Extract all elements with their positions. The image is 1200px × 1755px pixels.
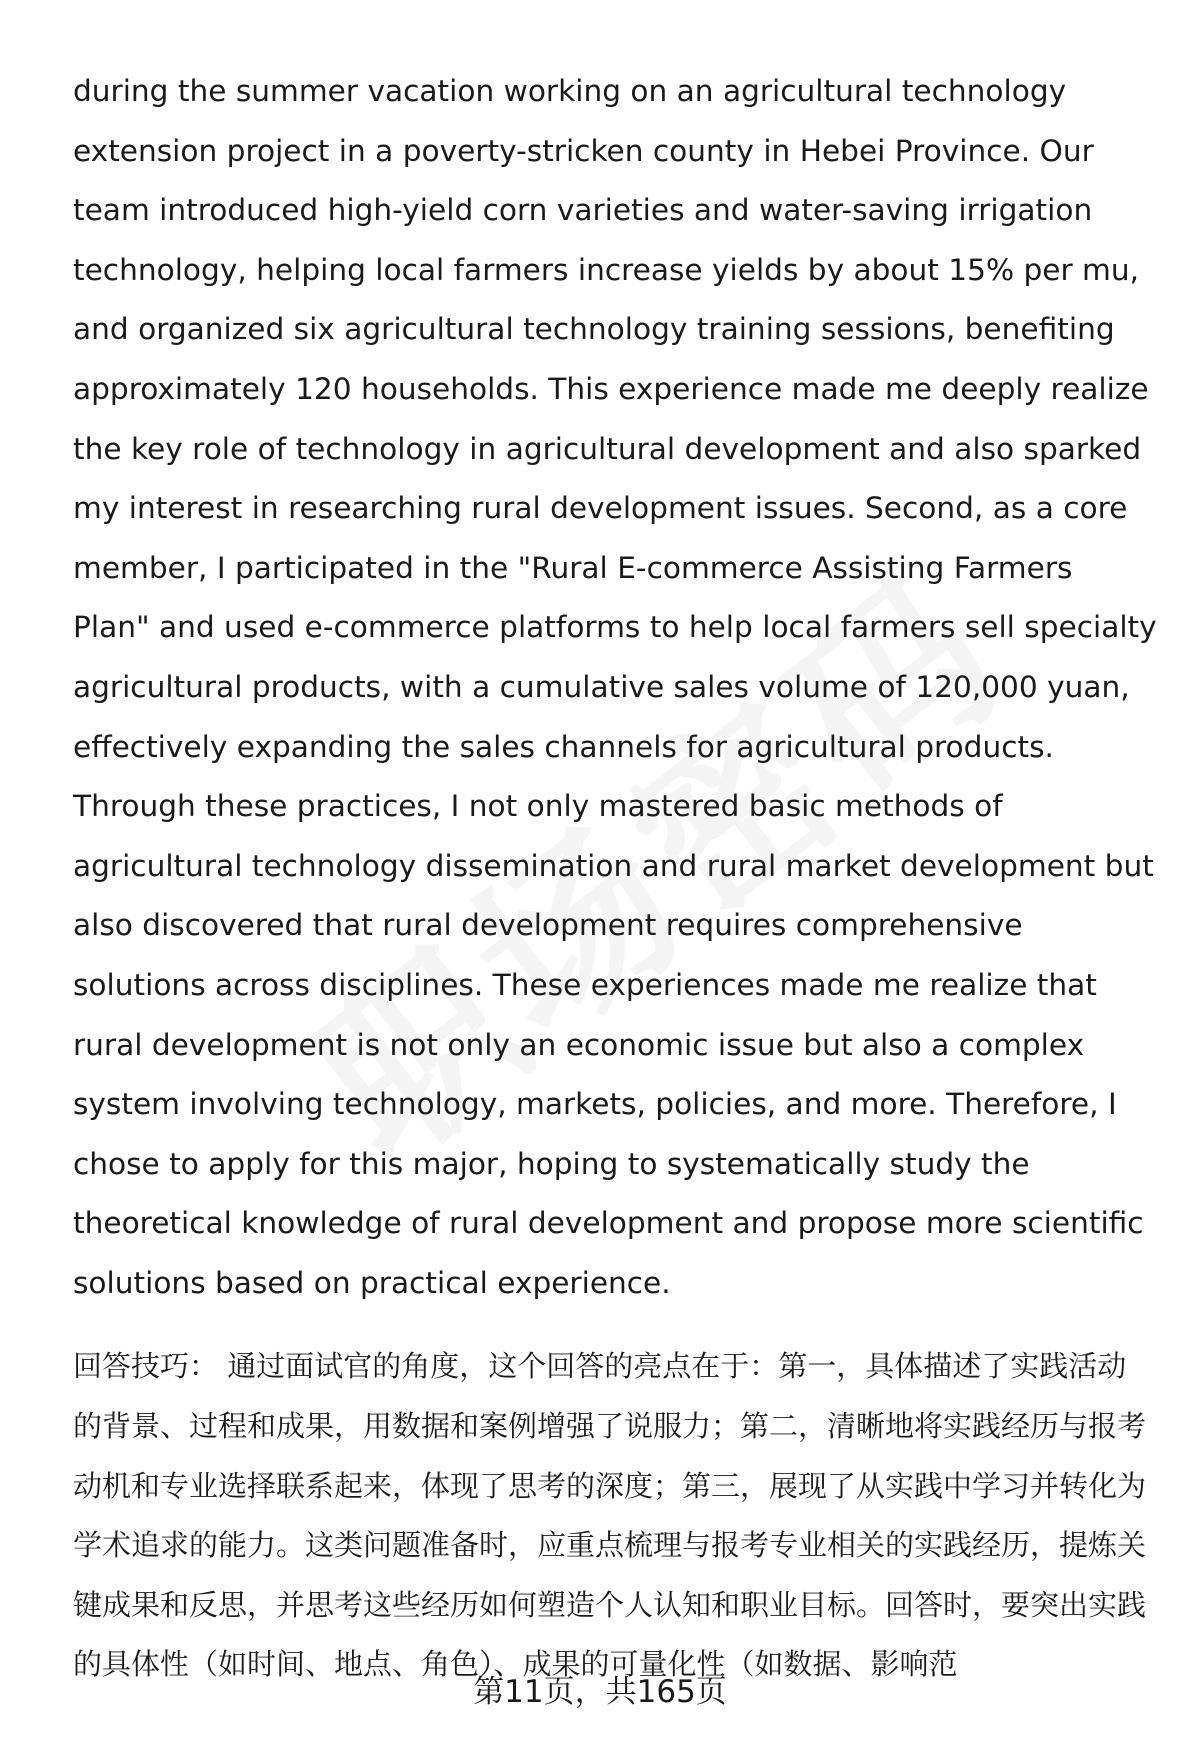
document-body [73, 62, 1158, 1695]
answer-tip-paragraph: 回答技巧： 通过面试官的角度，这个回答的亮点在于：第一，具体描述了实践活动的背景、过程和成果，用数据和案例增强了说服力；第二，清晰地将实践经历与报考动机和专业选择联系起来，体现了思考的深度；第三，展现了从实践中学习并转化为学术追求的能力。这类问题准备时，应重点梳理与报考专业相关的实践经历，提炼关键成果和反思，并思考这些经历如何塑造个人认知和职业目标。回答时，要突出实践的具体性（如时间、地点、角色）、成果的可量化性（如数据、影响范 [73, 1349, 1147, 1682]
english-paragraph: during the summer vacation working on an agricultural technology extension project in a poverty-stricken county in Hebei Province. Our team introduced high-yield corn varieties and water-saving irrigation technology, helping local farmers increase yields by about 15% per mu, and organized six agricultural technology training sessions, benefiting approximately 120 households. This experience made me deeply realize the key role of technology in agricultural development and also sparked my interest in researching rural development issues. Second, as a core member, I participated in the "Rural E-commerce Assisting Farmers Plan" and used e-commerce platforms to help local farmers sell specialty agricultural products, with a cumulative sales volume of 120,000 yuan, effectively expanding the sales channels for agricultural products. Through these practices, I not only mastered basic methods of agricultural technology dissemination and rural market development but also discovered that rural development requires comprehensive solutions across disciplines. These experiences made me realize that rural development is not only an economic issue but also a complex system involving technology, markets, policies, and more. Therefore, I chose to apply for this major, hoping to systematically study the theoretical knowledge of rural development and propose more scientific solutions based on practical experience. [73, 74, 1157, 1300]
page-number: 第11页，共165页 [473, 1674, 727, 1710]
